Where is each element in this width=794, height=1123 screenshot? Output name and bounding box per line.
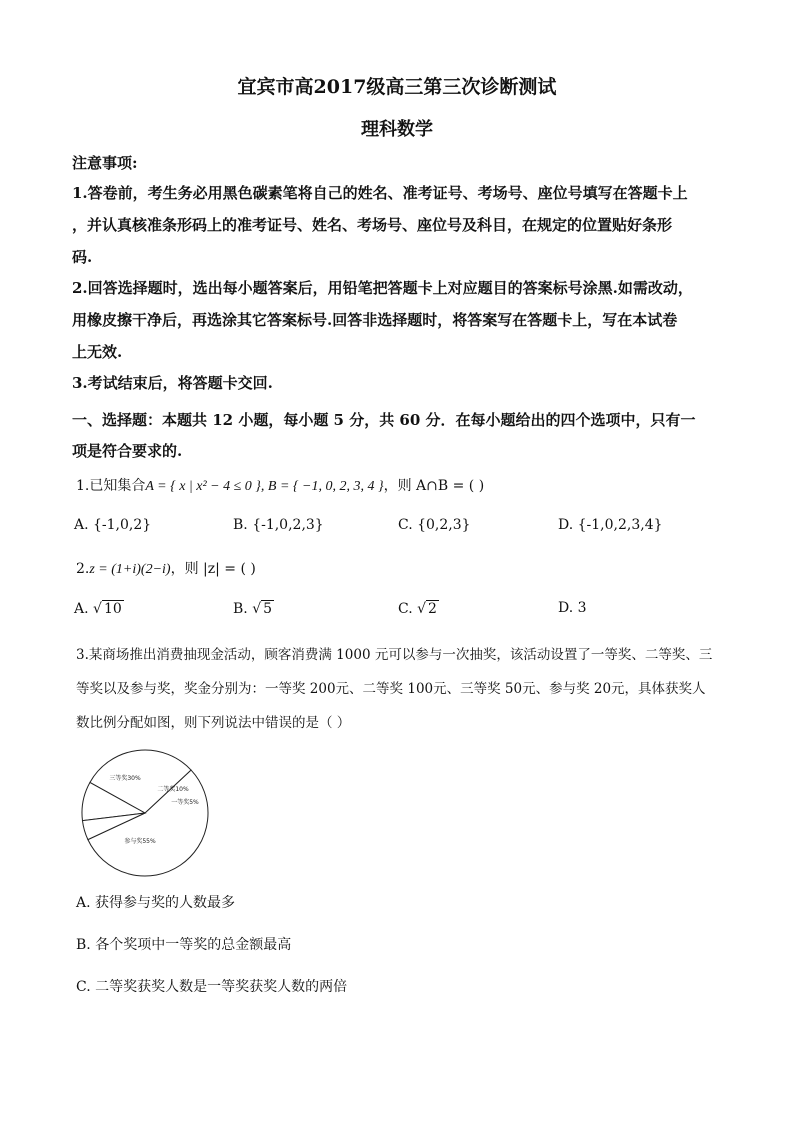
notice-item1-line2: ，并认真核准条形码上的准考证号、姓名、考场号、座位号及科目，在规定的位置贴好条形 [72,216,673,234]
notice-item2-line1: 2.回答选择题时，选出每小题答案后，用铅笔把答题卡上对应题目的答案标号涂黑.如需改动， [72,279,693,297]
pie-label-2: 三等奖30% [109,775,141,782]
q1-option-d: D. {-1,0,2,3,4} [558,517,663,533]
q3-line2: 等奖以及参与奖，奖金分别为：一等奖 200元、二等奖 100元、三等奖 50元、参与奖 20元，具体获奖人 [76,681,706,697]
q1-suffix: ，则 A∩B = ( ) [383,478,485,494]
q2-option-a-radicand: 10 [103,601,122,617]
pie-label-1: 参与奖55% [124,838,156,845]
prize-pie-chart [70,748,220,878]
notice-item1-line1: 1.答卷前，考生务必用黑色碳素笔将自己的姓名、准考证号、考场号、座位号填写在答题卡上 [72,184,688,202]
section1-line2: 项是符合要求的. [72,442,183,460]
q3-line3: 数比例分配如图，则下列说法中错误的是（ ） [76,715,351,731]
page-title: 宜宾市高2017级高三第三次诊断测试 [237,76,557,98]
q1-option-c: C. {0,2,3} [398,517,471,533]
q3-option-a: A. 获得参与奖的人数最多 [76,895,236,911]
q3-option-b: B. 各个奖项中一等奖的总金额最高 [76,937,292,953]
q3-line1: 3.某商场推出消费抽现金活动，顾客消费满 1000 元可以参与一次抽奖，该活动设置了一等奖、二等奖、三 [76,647,713,663]
notice-heading: 注意事项: [72,154,138,172]
notice-item2-line3: 上无效. [72,343,123,361]
q1-option-b: B. {-1,0,2,3} [233,517,324,533]
q1-prefix: 1.已知集合 [76,478,146,494]
q2-prefix: 2. [76,561,90,577]
page-subtitle: 理科数学 [361,119,433,140]
notice-item2-line2: 用橡皮擦干净后，再选涂其它答案标号.回答非选择题时，将答案写在答题卡上，写在本试卷 [72,311,678,329]
q1-option-a: A. {-1,0,2} [74,517,152,533]
question-2 [76,558,256,578]
pie-label-4: 一等奖5% [171,799,199,806]
q1-set-a: A = { x | x² − 4 ≤ 0 } [145,479,261,494]
q2-suffix: ，则 |z| = ( ) [170,561,256,577]
q2-option-a: A. √ 10 [74,601,122,617]
q2-option-c: C. √ 2 [398,601,437,617]
notice-item1-line3: 码. [72,248,93,266]
q3-option-c: C. 二等奖获奖人数是一等奖获奖人数的两倍 [76,979,348,995]
section1-line1: 一、选择题：本题共 12 小题，每小题 5 分，共 60 分．在每小题给出的四个选项中，只有一 [72,411,696,429]
q1-set-b: , B = { −1, 0, 2, 3, 4 } [260,479,384,494]
question-1 [76,475,484,495]
q2-option-c-radicand: 2 [428,601,437,617]
pie-label-3: 二等奖10% [157,786,189,793]
q2-option-b-radicand: 5 [263,601,273,617]
notice-item3: 3.考试结束后，将答题卡交回. [72,374,273,392]
q2-expr: z = (1+i)(2−i) [89,562,171,577]
q2-option-d: D. 3 [558,600,587,616]
q2-option-b: B. √ 5 [233,601,273,617]
